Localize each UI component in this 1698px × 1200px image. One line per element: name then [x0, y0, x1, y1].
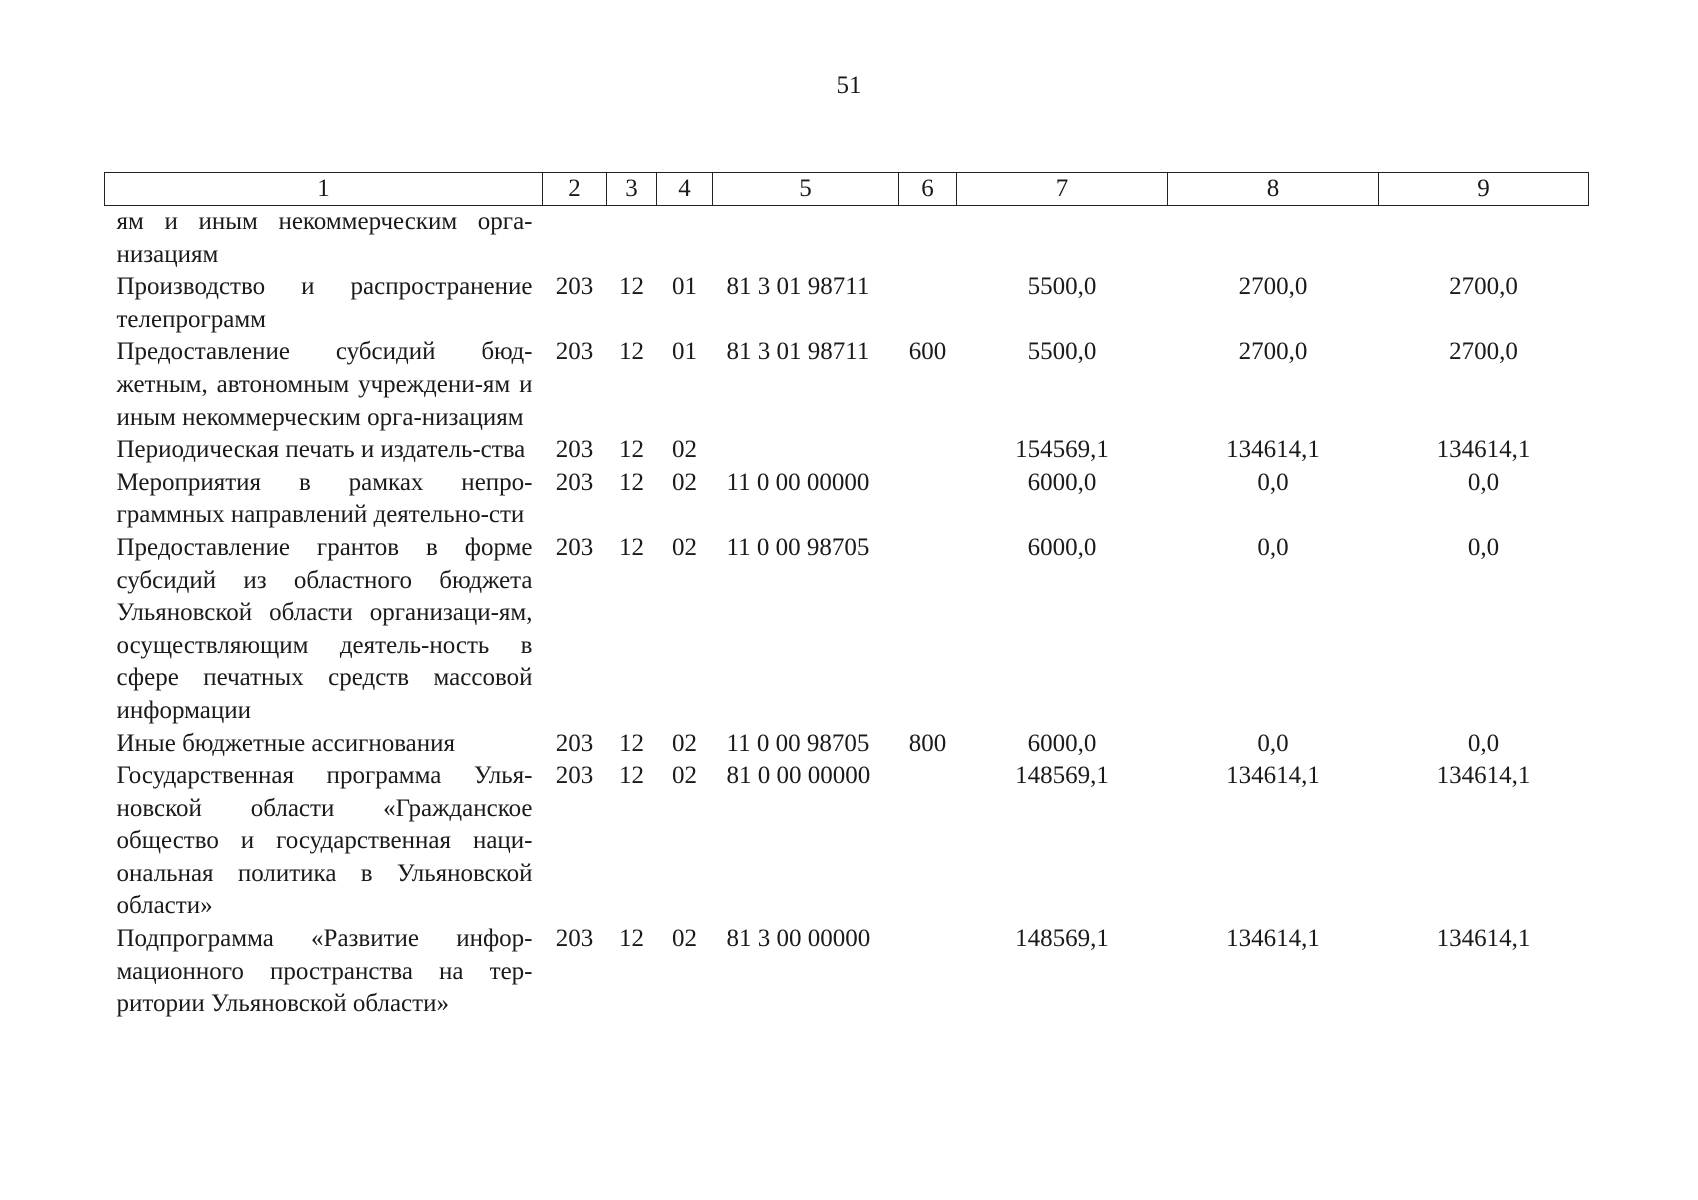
table-row — [105, 271, 1589, 336]
row-code-3: 12 — [619, 338, 644, 366]
row-code-5: 81 3 00 00000 — [726, 925, 871, 953]
table-row — [105, 434, 1589, 467]
row-amount-9: 134614,1 — [1436, 925, 1531, 953]
row-code-3: 12 — [619, 436, 644, 464]
row-description: Иные бюджетные ассигнования — [116, 729, 456, 757]
row-amount-7: 6000,0 — [1027, 468, 1097, 496]
table-row — [105, 467, 1589, 532]
row-amount-8: 134614,1 — [1226, 762, 1320, 790]
row-amount-9: 134614,1 — [1436, 436, 1531, 464]
row-code-2: 203 — [555, 533, 594, 561]
row-amount-9: 2700,0 — [1449, 273, 1518, 301]
row-code-6 — [899, 206, 957, 272]
row-code-2: 203 — [555, 338, 594, 366]
table-row — [105, 923, 1589, 1021]
row-description: ям и иным некоммерческим орга-низациям — [116, 208, 533, 268]
row-code-4 — [657, 206, 713, 272]
row-code-6 — [899, 434, 957, 467]
row-amount-8: 0,0 — [1257, 533, 1289, 561]
column-header: 5 — [713, 173, 899, 206]
row-amount-8: 2700,0 — [1238, 338, 1308, 366]
row-code-3: 12 — [619, 273, 644, 301]
row-code-2: 203 — [555, 436, 594, 464]
row-amount-8 — [1168, 206, 1379, 272]
column-header: 3 — [607, 173, 657, 206]
row-amount-8: 134614,1 — [1226, 925, 1320, 953]
column-header: 6 — [899, 173, 957, 206]
column-header: 7 — [957, 173, 1168, 206]
row-amount-8: 0,0 — [1257, 729, 1289, 757]
budget-table — [104, 172, 1589, 1021]
table-row — [105, 532, 1589, 728]
row-code-4: 02 — [672, 762, 697, 790]
row-amount-9: 2700,0 — [1449, 338, 1518, 366]
row-code-4: 02 — [672, 533, 697, 561]
row-amount-7: 5500,0 — [1027, 273, 1097, 301]
row-code-6 — [899, 923, 957, 1021]
row-code-3: 12 — [619, 925, 644, 953]
row-code-5: 81 3 01 98711 — [726, 273, 870, 301]
table-row — [105, 760, 1589, 923]
row-code-2: 203 — [555, 468, 594, 496]
row-code-5: 81 3 01 98711 — [726, 338, 870, 366]
row-amount-8: 2700,0 — [1238, 273, 1308, 301]
row-amount-8: 134614,1 — [1226, 436, 1320, 464]
row-code-3: 12 — [619, 533, 644, 561]
budget-table-container — [104, 172, 1588, 1021]
row-amount-9: 134614,1 — [1436, 762, 1531, 790]
row-code-5: 11 0 00 98705 — [726, 533, 870, 561]
table-row — [105, 336, 1589, 434]
row-code-4: 02 — [672, 436, 697, 464]
row-code-3: 12 — [619, 762, 644, 790]
row-amount-7: 5500,0 — [1027, 338, 1097, 366]
row-code-5 — [713, 206, 899, 272]
row-description: Подпрограмма «Развитие инфор-мационного пространства на тер-ритории Ульяновской области» — [116, 925, 533, 1018]
row-amount-9: 0,0 — [1467, 468, 1500, 496]
row-code-2: 203 — [555, 273, 594, 301]
row-code-4: 02 — [672, 468, 697, 496]
row-code-2: 203 — [555, 762, 594, 790]
row-code-5: 81 0 00 00000 — [726, 762, 871, 790]
row-code-6: 600 — [908, 338, 947, 366]
row-code-3: 12 — [619, 468, 644, 496]
table-row — [105, 206, 1589, 272]
row-description: Предоставление субсидий бюд-жетным, автономным учреждени-ям и иным некоммерческим орга-низациям — [116, 338, 533, 431]
row-amount-9: 0,0 — [1467, 533, 1500, 561]
row-code-4: 01 — [672, 338, 697, 366]
column-header: 4 — [657, 173, 713, 206]
row-code-4: 02 — [672, 729, 697, 757]
row-amount-7: 6000,0 — [1027, 729, 1097, 757]
row-description: Производство и распространение телепрограмм — [116, 273, 533, 333]
row-code-3 — [607, 206, 657, 272]
column-header: 8 — [1168, 173, 1379, 206]
row-code-6 — [899, 271, 957, 336]
header-row — [105, 173, 1589, 206]
row-description: Периодическая печать и издатель-ства — [116, 436, 526, 464]
row-code-5: 11 0 00 98705 — [726, 729, 870, 757]
row-code-6 — [899, 760, 957, 923]
row-amount-8: 0,0 — [1257, 468, 1289, 496]
row-amount-9 — [1379, 206, 1589, 272]
row-code-4: 01 — [672, 273, 697, 301]
row-amount-7: 148569,1 — [1015, 762, 1109, 790]
table-row — [105, 728, 1589, 761]
row-amount-7 — [957, 206, 1168, 272]
row-code-6 — [899, 467, 957, 532]
row-code-5 — [713, 434, 899, 467]
row-code-6: 800 — [908, 729, 947, 757]
row-amount-7: 148569,1 — [1015, 925, 1109, 953]
row-code-6 — [899, 532, 957, 728]
row-code-4: 02 — [672, 925, 697, 953]
row-description: Предоставление грантов в форме субсидий из областного бюджета Ульяновской области организаци-ям, осуществляющим деятель-ность в сфере печатных средств массовой информации — [116, 533, 533, 724]
row-code-5: 11 0 00 00000 — [726, 468, 870, 496]
row-amount-7: 6000,0 — [1027, 533, 1097, 561]
row-code-3: 12 — [619, 729, 644, 757]
row-description: Государственная программа Улья-новской области «Гражданское общество и государственная наци-ональная политика в Ульяновской области» — [116, 762, 533, 920]
row-code-2: 203 — [555, 729, 594, 757]
row-amount-7: 154569,1 — [1015, 436, 1109, 464]
row-amount-9: 0,0 — [1467, 729, 1500, 757]
column-header: 2 — [543, 173, 607, 206]
row-code-2 — [543, 206, 607, 272]
row-code-2: 203 — [555, 925, 594, 953]
row-description: Мероприятия в рамках непро-граммных направлений деятельно-сти — [116, 468, 533, 529]
column-header: 9 — [1379, 173, 1589, 206]
column-header: 1 — [105, 173, 543, 206]
page-number: 51 — [836, 72, 862, 99]
